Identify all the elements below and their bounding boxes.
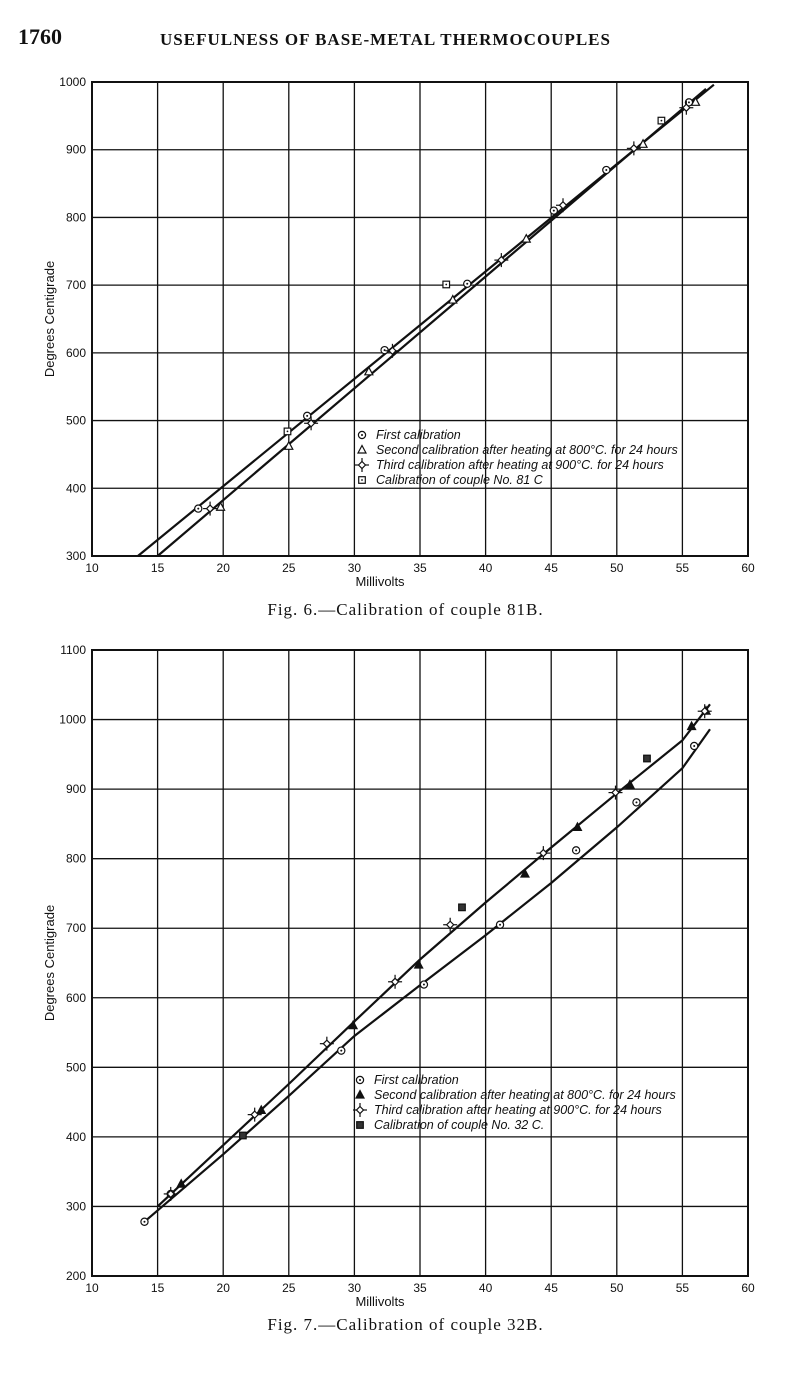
marker-dot — [499, 924, 501, 926]
chart-fig-7 — [0, 630, 811, 1310]
figure-7 — [0, 630, 811, 1350]
data-points — [141, 704, 712, 1225]
marker-dot — [143, 1221, 145, 1223]
figure-caption: Fig. 7.—Calibration of couple 32B. — [267, 1315, 544, 1334]
x-tick-label: 30 — [347, 561, 362, 575]
marker-dot — [423, 984, 425, 986]
marker-square — [644, 755, 651, 762]
marker-triangle — [356, 1091, 364, 1099]
marker-diamond — [447, 921, 454, 928]
marker-dot — [688, 101, 690, 103]
legend-entry: First calibration — [376, 428, 461, 442]
figure-6 — [0, 62, 811, 632]
marker-dot — [605, 169, 607, 171]
running-head: USEFULNESS OF BASE-METAL THERMOCOUPLES — [160, 30, 611, 49]
marker-dot — [197, 508, 199, 510]
legend — [353, 1073, 676, 1132]
legend-entry: Third calibration after heating at 900°C. for 24 hours — [374, 1103, 662, 1117]
y-tick-label: 500 — [65, 413, 86, 428]
y-axis-label: Degrees Centigrade — [42, 260, 57, 378]
y-tick-label: 600 — [65, 345, 86, 360]
chart-fig-6 — [0, 62, 811, 592]
page-number: 1760 — [18, 24, 62, 49]
legend-entry: Third calibration after heating at 900°C. for 24 hours — [376, 458, 664, 472]
x-tick-label: 10 — [85, 561, 99, 575]
y-tick-label: 1000 — [59, 712, 86, 727]
marker-triangle — [358, 446, 366, 454]
marker-square — [357, 1122, 364, 1129]
y-tick-label: 200 — [65, 1269, 86, 1283]
legend — [355, 428, 678, 487]
legend-entry: Calibration of couple No. 81 C — [376, 473, 543, 487]
x-tick-label: 55 — [675, 561, 690, 575]
x-tick-label: 40 — [478, 1281, 493, 1295]
y-tick-label: 800 — [65, 210, 86, 225]
legend-entry: Second calibration after heating at 800°C. for 24 hours — [376, 443, 678, 457]
calibration-curve — [145, 729, 711, 1221]
calibration-curves — [145, 704, 711, 1221]
x-tick-label: 45 — [544, 561, 558, 575]
x-tick-label: 50 — [610, 561, 624, 575]
y-tick-label: 1100 — [60, 643, 86, 657]
y-tick-label: 700 — [65, 278, 86, 293]
marker-dot — [306, 415, 308, 417]
marker-dot — [287, 431, 289, 433]
marker-diamond — [357, 1107, 364, 1114]
x-tick-label: 55 — [675, 1281, 690, 1295]
y-tick-label: 700 — [65, 921, 86, 936]
marker-dot — [693, 745, 695, 747]
marker-dot — [361, 479, 363, 481]
y-tick-label: 900 — [65, 782, 86, 797]
x-tick-label: 45 — [544, 1281, 558, 1295]
x-axis-label: Millivolts — [355, 574, 405, 589]
x-tick-label: 15 — [150, 1281, 165, 1295]
series-points — [284, 117, 665, 434]
legend-entry: First calibration — [374, 1073, 459, 1087]
marker-dot — [361, 434, 363, 436]
y-tick-label: 500 — [65, 1060, 86, 1075]
marker-dot — [466, 283, 468, 285]
x-tick-label: 35 — [413, 561, 427, 575]
x-tick-label: 15 — [150, 561, 165, 575]
marker-dot — [445, 284, 447, 286]
marker-square — [240, 1132, 247, 1139]
marker-diamond — [359, 462, 366, 469]
figure-caption: Fig. 6.—Calibration of couple 81B. — [267, 600, 544, 619]
y-tick-label: 400 — [65, 481, 86, 496]
x-tick-label: 30 — [347, 1281, 362, 1295]
marker-dot — [575, 849, 577, 851]
marker-dot — [359, 1079, 361, 1081]
tick-labels — [59, 643, 755, 1295]
y-tick-label: 300 — [65, 1199, 86, 1214]
marker-dot — [661, 120, 663, 122]
x-tick-label: 25 — [282, 1281, 296, 1295]
marker-dot — [635, 801, 637, 803]
legend-entry: Second calibration after heating at 800°C. for 24 hours — [374, 1088, 676, 1102]
x-tick-label: 10 — [85, 1281, 99, 1295]
x-tick-label: 20 — [216, 561, 230, 575]
y-tick-label: 300 — [65, 549, 86, 563]
marker-dot — [384, 349, 386, 351]
x-tick-label: 25 — [282, 561, 296, 575]
x-axis-label: Millivolts — [355, 1294, 405, 1309]
y-axis-label: Degrees Centigrade — [42, 904, 57, 1022]
x-tick-label: 20 — [216, 1281, 230, 1295]
marker-diamond — [207, 505, 214, 512]
y-tick-label: 1000 — [59, 75, 86, 89]
marker-square — [459, 904, 466, 911]
y-tick-label: 800 — [65, 851, 86, 866]
x-tick-label: 50 — [610, 1281, 624, 1295]
y-tick-label: 400 — [65, 1129, 86, 1144]
x-tick-label: 40 — [478, 561, 493, 575]
y-tick-label: 900 — [65, 142, 86, 157]
legend-entry: Calibration of couple No. 32 C. — [374, 1118, 545, 1132]
x-tick-label: 35 — [413, 1281, 427, 1295]
x-tick-label: 60 — [741, 561, 755, 575]
x-tick-label: 60 — [741, 1281, 755, 1295]
marker-dot — [553, 210, 555, 212]
marker-dot — [340, 1050, 342, 1052]
y-tick-label: 600 — [65, 990, 86, 1005]
